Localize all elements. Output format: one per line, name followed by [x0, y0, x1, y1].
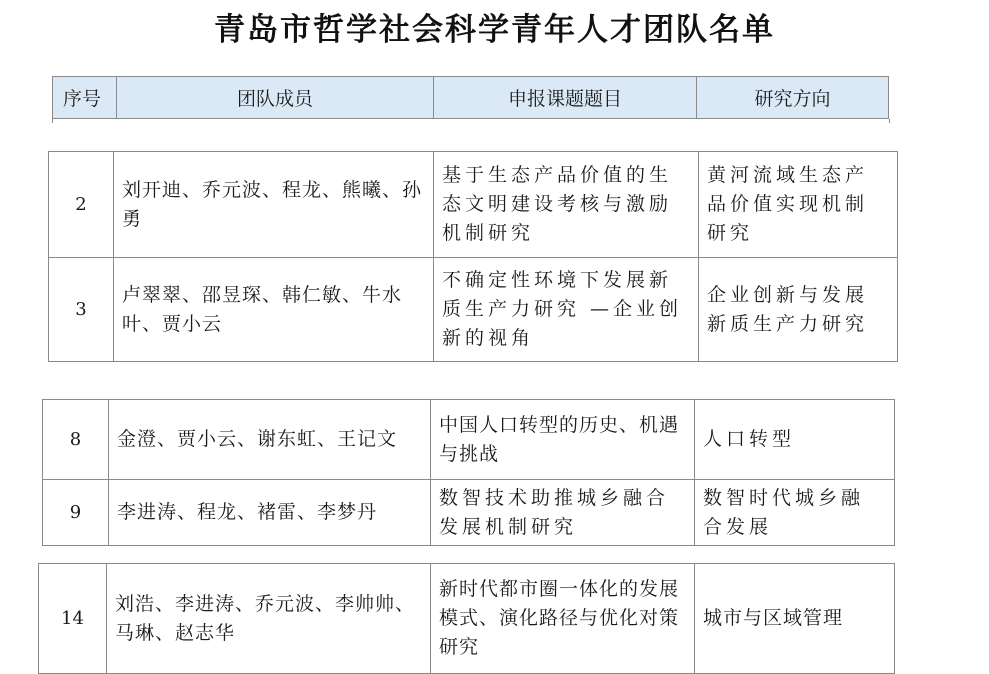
row-members: 金澄、贾小云、谢东虹、王记文	[109, 400, 431, 480]
table-row	[39, 564, 895, 674]
row-topic: 数智技术助推城乡融合发展机制研究	[431, 480, 695, 546]
table-row	[43, 480, 895, 546]
row-direction: 城市与区域管理	[695, 564, 895, 674]
header-topic: 申报课题题目	[434, 77, 697, 119]
row-topic: 中国人口转型的历史、机遇与挑战	[431, 400, 695, 480]
header-table	[52, 76, 889, 119]
row-number: 14	[39, 564, 107, 674]
table-row	[43, 400, 895, 480]
page-title: 青岛市哲学社会科学青年人才团队名单	[214, 12, 775, 48]
row-topic: 不确定性环境下发展新质生产力研究 —企业创新的视角	[434, 258, 699, 362]
row-direction: 黄河流域生态产品价值实现机制研究	[699, 152, 898, 258]
row-direction: 人口转型	[695, 400, 895, 480]
row-direction: 企业创新与发展新质生产力研究	[699, 258, 898, 362]
row-number: 3	[49, 258, 114, 362]
table-row	[49, 258, 898, 362]
row-number: 9	[43, 480, 109, 546]
header-direction: 研究方向	[697, 77, 889, 119]
table-row	[49, 152, 898, 258]
table-segment-1	[48, 151, 898, 362]
row-members: 李进涛、程龙、褚雷、李梦丹	[109, 480, 431, 546]
row-number: 8	[43, 400, 109, 480]
row-members: 刘开迪、乔元波、程龙、熊曦、孙勇	[114, 152, 434, 258]
header-sno: 序号	[53, 77, 117, 119]
row-members: 卢翠翠、邵昱琛、韩仁敏、牛水叶、贾小云	[114, 258, 434, 362]
table-segment-2	[42, 399, 895, 546]
table-segment-3	[38, 563, 895, 674]
row-members: 刘浩、李进涛、乔元波、李帅帅、马琳、赵志华	[107, 564, 431, 674]
row-direction: 数智时代城乡融合发展	[695, 480, 895, 546]
row-topic: 基于生态产品价值的生态文明建设考核与激励机制研究	[434, 152, 699, 258]
row-topic: 新时代都市圈一体化的发展模式、演化路径与优化对策研究	[431, 564, 695, 674]
header-edge	[52, 119, 890, 123]
row-number: 2	[49, 152, 114, 258]
header-members: 团队成员	[117, 77, 434, 119]
